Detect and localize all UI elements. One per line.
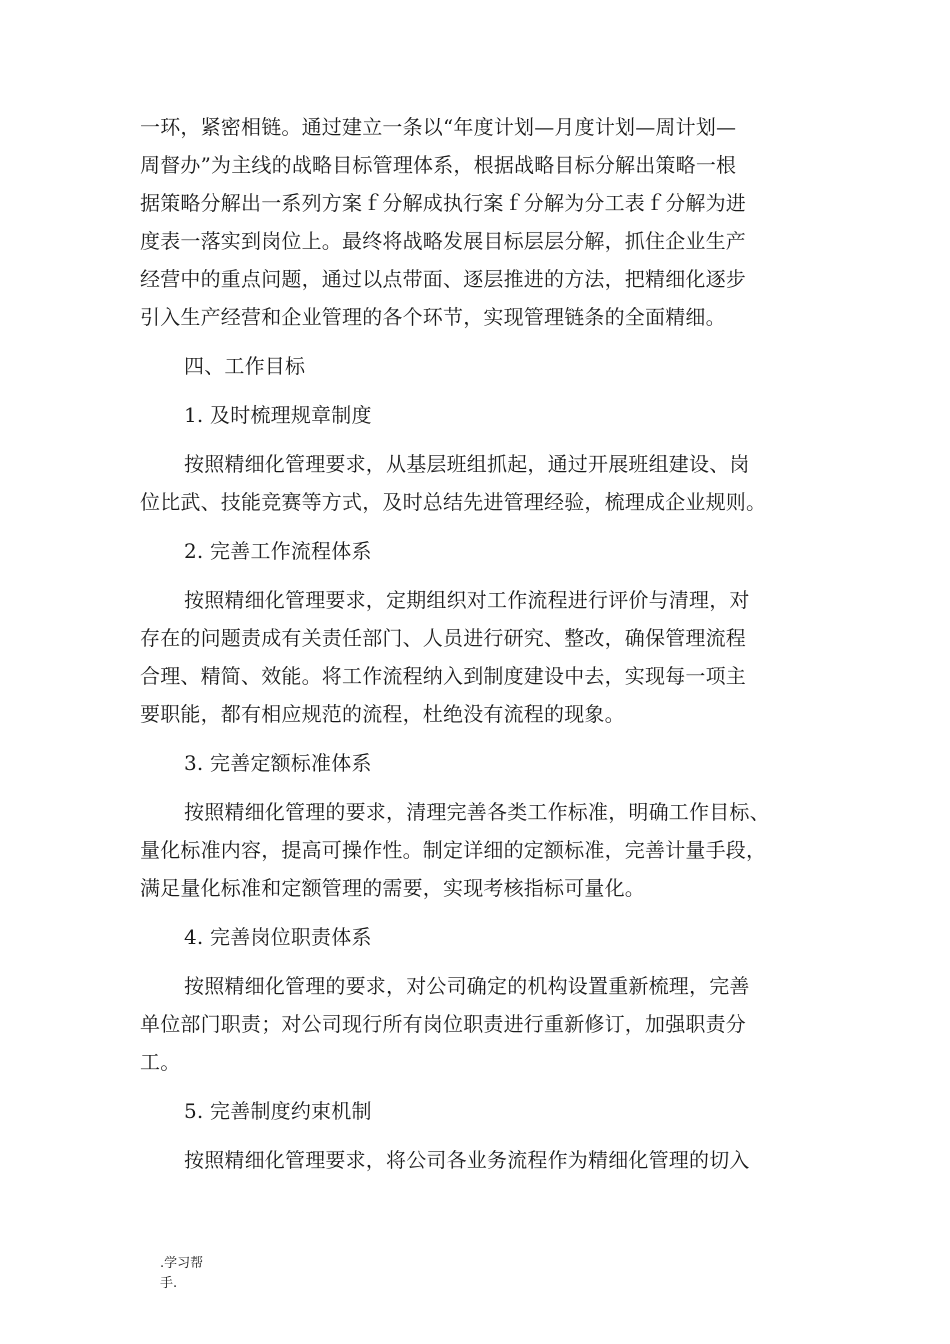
text-line: 要职能，都有相应规范的流程，杜绝没有流程的现象。: [140, 702, 625, 726]
text-line: 据策略分解出一系列方案ｆ分解成执行案ｆ分解为分工表ｆ分解为进: [140, 191, 746, 215]
document-body: [140, 108, 820, 1179]
footer-line: .学习帮: [160, 1256, 204, 1271]
text-line: 单位部门职责；对公司现行所有岗位职责进行重新修订，加强职责分: [140, 1012, 746, 1036]
text-line: 满足量化标准和定额管理的需要，实现考核指标可量化。: [140, 876, 645, 900]
subheading-4: 4. 完善岗位职责体系: [184, 925, 372, 949]
subheading-3: 3. 完善定额标准体系: [184, 751, 372, 775]
text-line: 引入生产经营和企业管理的各个环节，实现管理链条的全面精细。: [140, 305, 726, 329]
footer-line: 手.: [160, 1276, 178, 1291]
subheading-1: 1. 及时梳理规章制度: [184, 403, 372, 427]
text-line: 经营中的重点问题，通过以点带面、逐层推进的方法，把精细化逐步: [140, 267, 746, 291]
text-line: 按照精细化管理要求，从基层班组抓起，通过开展班组建设、岗: [184, 452, 750, 476]
footer-watermark: [160, 1254, 220, 1294]
paragraph-intro: [140, 108, 820, 336]
text-line: 量化标准内容，提高可操作性。制定详细的定额标准，完善计量手段，: [140, 838, 767, 862]
text-line: 一环，紧密相链。通过建立一条以“年度计划—月度计划—周计划—: [140, 115, 737, 139]
section-heading: 四、工作目标: [184, 354, 306, 378]
text-line: 按照精细化管理要求，定期组织对工作流程进行评价与清理，对: [184, 588, 750, 612]
text-line: 合理、精简、效能。将工作流程纳入到制度建设中去，实现每一项主: [140, 664, 746, 688]
paragraph-5: [140, 1141, 820, 1179]
paragraph-1: [140, 445, 820, 521]
paragraph-3: [140, 793, 820, 907]
paragraph-2: [140, 581, 820, 733]
subheading-5: 5. 完善制度约束机制: [184, 1099, 372, 1123]
text-line: 按照精细化管理的要求，对公司确定的机构设置重新梳理，完善: [184, 974, 750, 998]
text-line: 按照精细化管理要求，将公司各业务流程作为精细化管理的切入: [184, 1148, 750, 1172]
subheading-2: 2. 完善工作流程体系: [184, 539, 372, 563]
text-line: 周督办”为主线的战略目标管理体系，根据战略目标分解出策略一根: [140, 153, 737, 177]
text-line: 度表一落实到岗位上。最终将战略发展目标层层分解，抓住企业生产: [140, 229, 746, 253]
text-line: 位比武、技能竞赛等方式，及时总结先进管理经验，梳理成企业规则。: [140, 490, 767, 514]
text-line: 工。: [140, 1050, 181, 1074]
text-line: 存在的问题责成有关责任部门、人员进行研究、整改，确保管理流程: [140, 626, 746, 650]
text-line: 按照精细化管理的要求，清理完善各类工作标准，明确工作目标、: [184, 800, 770, 824]
paragraph-4: [140, 967, 820, 1081]
